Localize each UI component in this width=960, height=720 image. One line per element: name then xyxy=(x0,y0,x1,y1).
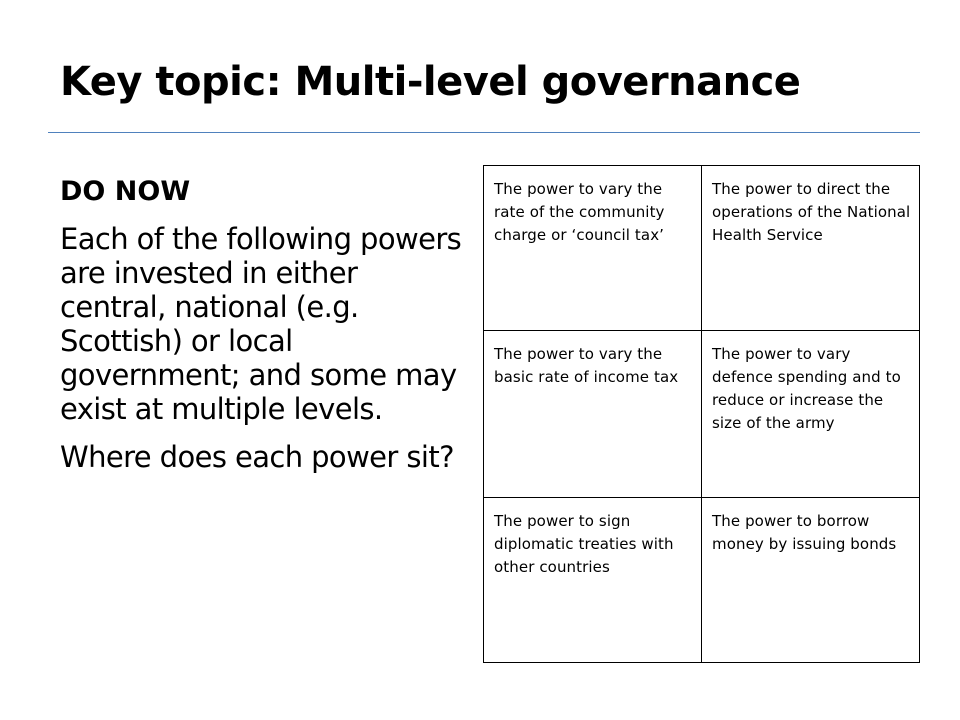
slide-title: Key topic: Multi-level governance xyxy=(60,59,801,105)
question-text: Where does each power sit? xyxy=(60,440,454,475)
powers-table xyxy=(483,165,920,663)
table-cell: The power to vary the basic rate of income tax xyxy=(484,330,702,497)
table-cell: The power to sign diplomatic treaties with other countries xyxy=(484,497,702,662)
table-cell: The power to vary the rate of the community charge or ‘council tax’ xyxy=(484,166,702,331)
do-now-heading: DO NOW xyxy=(60,176,191,207)
table-cell: The power to borrow money by issuing bonds xyxy=(702,497,920,662)
table-row xyxy=(484,497,920,662)
table-row xyxy=(484,166,920,331)
body-text xyxy=(60,176,470,488)
table-cell: The power to vary defence spending and to reduce or increase the size of the army xyxy=(702,330,920,497)
title-divider xyxy=(48,132,920,133)
instruction-text: Each of the following powers are invested in either central, national (e.g. Scottish) or local government; and some may exist at multiple levels. xyxy=(60,222,462,427)
table-cell: The power to direct the operations of the National Health Service xyxy=(702,166,920,331)
table-row xyxy=(484,330,920,497)
